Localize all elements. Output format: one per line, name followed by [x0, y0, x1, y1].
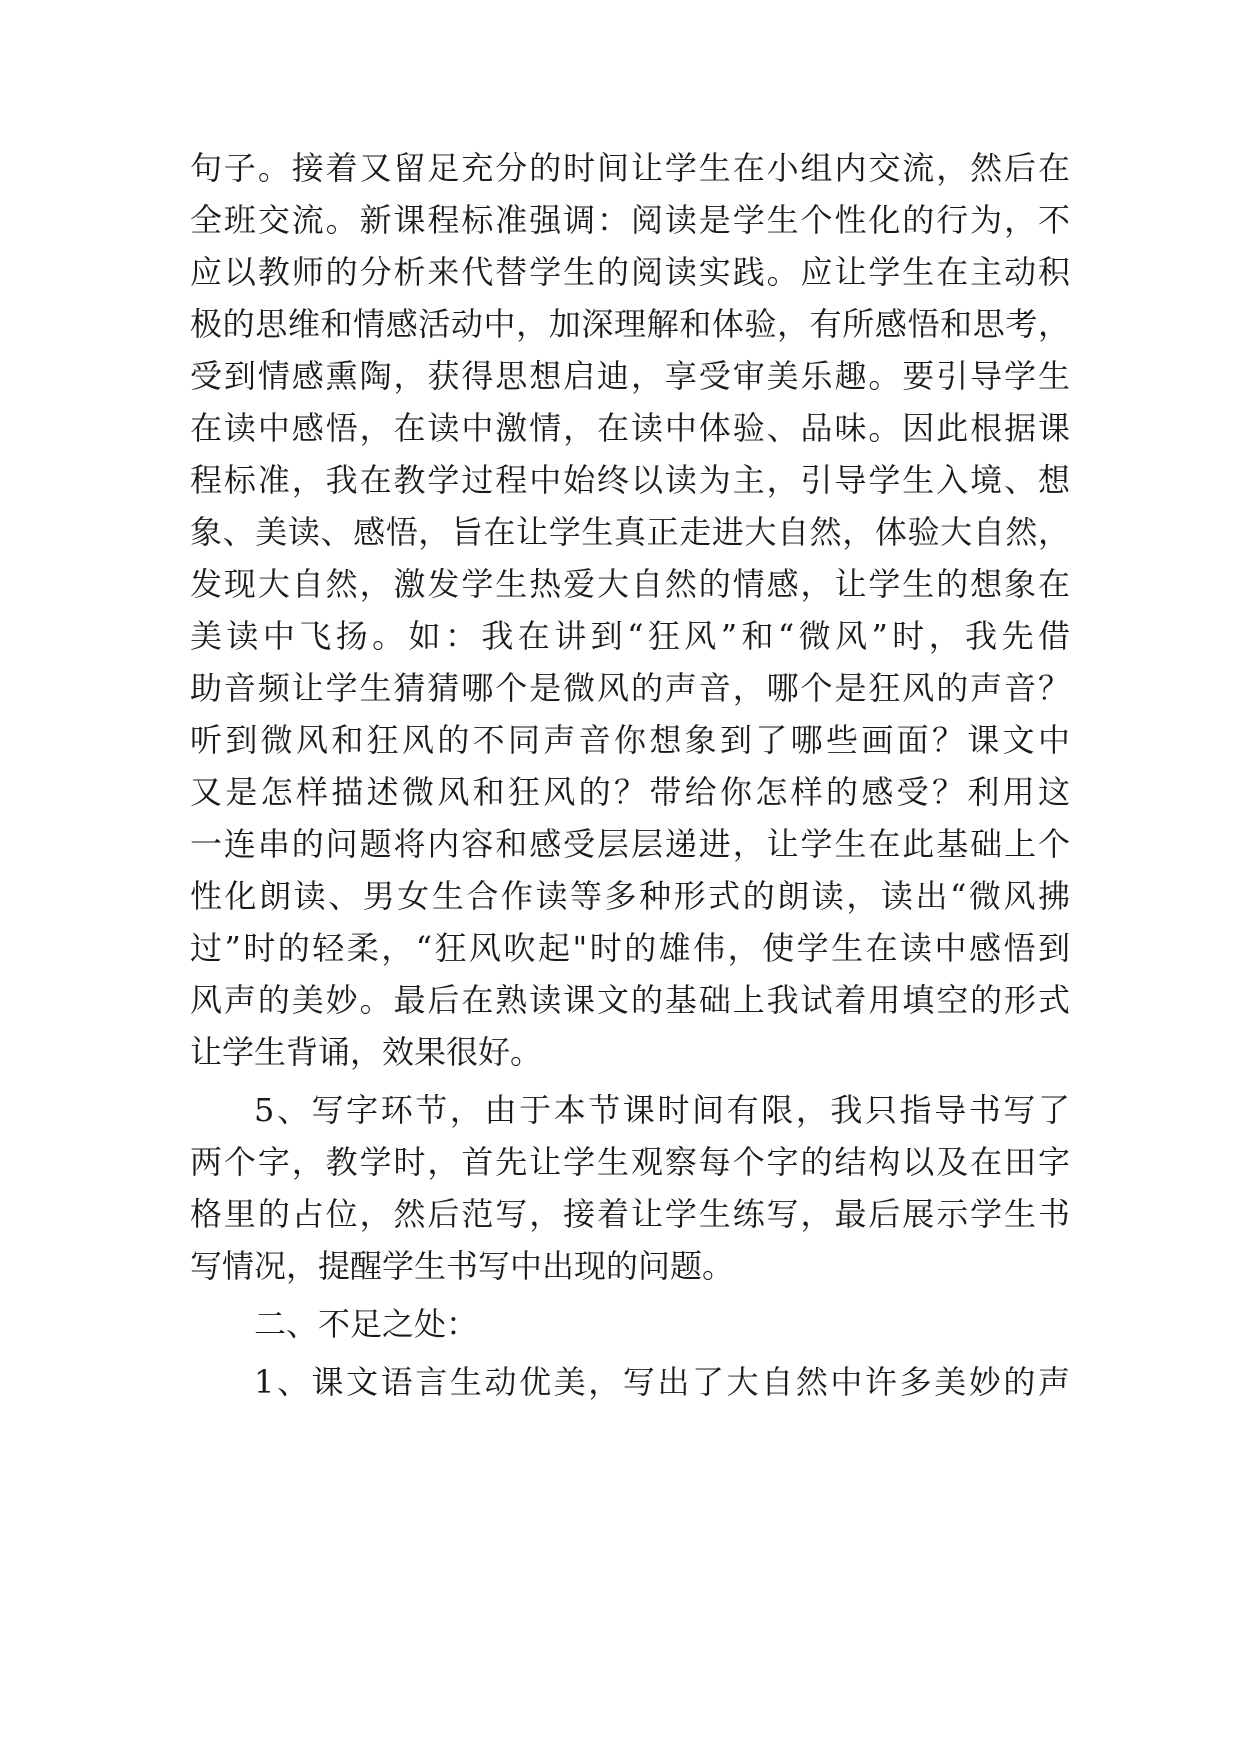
text-line: 风声的美妙。最后在熟读课文的基础上我试着用填空的形式 — [190, 981, 1070, 1019]
text-line: 象、美读、感悟，旨在让学生真正走进大自然，体验大自然， — [190, 513, 1070, 551]
text-line: 一连串的问题将内容和感受层层递进，让学生在此基础上个 — [190, 825, 1070, 863]
text-line: 句子。接着又留足充分的时间让学生在小组内交流，然后在 — [190, 149, 1070, 187]
text-line: 助音频让学生猜猜哪个是微风的声音，哪个是狂风的声音？ — [190, 669, 1070, 707]
text-line: 过”时的轻柔，“狂风吹起"时的雄伟，使学生在读中感悟到 — [190, 929, 1070, 967]
text-line: 程标准，我在教学过程中始终以读为主，引导学生入境、想 — [190, 461, 1070, 499]
text-line: 写情况，提醒学生书写中出现的问题。 — [190, 1247, 735, 1285]
text-line: 美读中飞扬。如：我在讲到“狂风”和“微风”时，我先借 — [190, 617, 1070, 655]
text-line: 受到情感熏陶，获得思想启迪，享受审美乐趣。要引导学生 — [190, 357, 1070, 395]
text-line: 又是怎样描述微风和狂风的？带给你怎样的感受？利用这 — [190, 773, 1070, 811]
text-line: 在读中感悟，在读中激情，在读中体验、品味。因此根据课 — [190, 409, 1070, 447]
text-line: 发现大自然，激发学生热爱大自然的情感，让学生的想象在 — [190, 565, 1070, 603]
text-line: 让学生背诵，效果很好。 — [190, 1033, 543, 1071]
text-line: 应以教师的分析来代替学生的阅读实践。应让学生在主动积 — [190, 253, 1070, 291]
text-line: 格里的占位，然后范写，接着让学生练写，最后展示学生书 — [190, 1195, 1070, 1233]
text-line: 两个字，教学时，首先让学生观察每个字的结构以及在田字 — [190, 1143, 1070, 1181]
text-line: 极的思维和情感活动中，加深理解和体验，有所感悟和思考， — [190, 305, 1070, 343]
text-line: 听到微风和狂风的不同声音你想象到了哪些画面？课文中 — [190, 721, 1070, 759]
text-line: 全班交流。新课程标准强调：阅读是学生个性化的行为，不 — [190, 201, 1070, 239]
text-line: 性化朗读、男女生合作读等多种形式的朗读，读出“微风拂 — [190, 877, 1070, 915]
text-line: 5、写字环节，由于本节课时间有限，我只指导书写了 — [254, 1091, 1070, 1129]
section-heading: 二、不足之处： — [254, 1305, 479, 1343]
text-line: 1、课文语言生动优美，写出了大自然中许多美妙的声 — [254, 1363, 1070, 1401]
